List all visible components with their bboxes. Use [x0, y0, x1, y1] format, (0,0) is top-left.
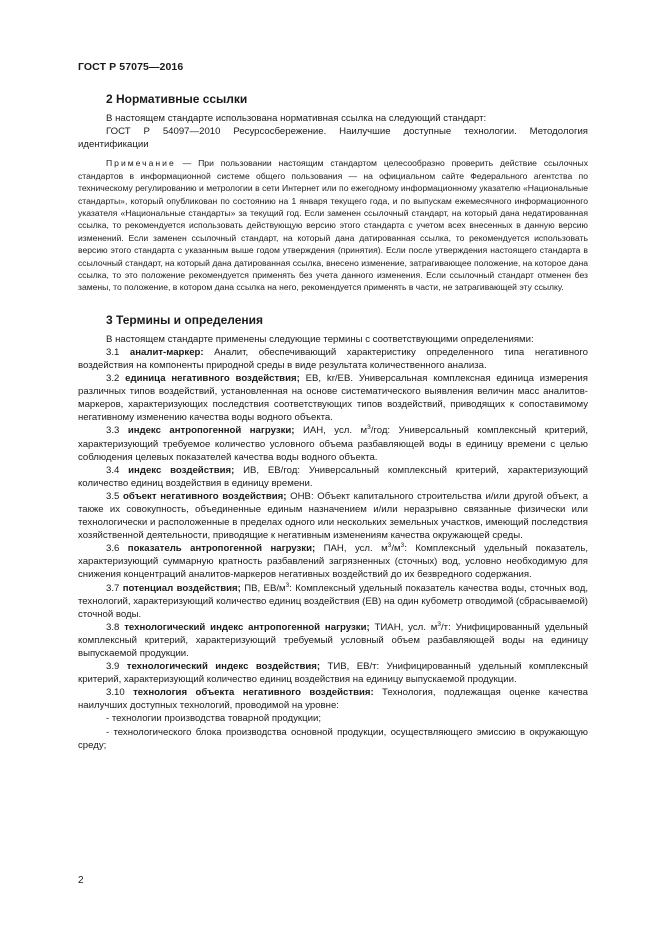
term-number: 3.5 [106, 490, 124, 502]
term-definition: ОНВ: Объект капитального строительства и/или другой объект, а также их совокупность, объединенные единым назначением и/или неразрывно связанные физически или технологически и расположенные в пределах одного или нескольких земельных участков, имеющий последствия хозяйственной деятельности, приводящие к негативным изменениям качества окружающей среды. [78, 490, 588, 542]
term-number: 3.2 [106, 373, 126, 385]
page-content [78, 91, 588, 752]
section-2-intro: В настоящем стандарте использована нормативная ссылка на следующий стандарт: [106, 113, 487, 124]
term-3-5 [78, 490, 588, 542]
term-3-10 [78, 686, 588, 712]
section-normative-references [78, 91, 588, 294]
term-3-9 [78, 660, 588, 686]
term-3-8 [78, 621, 588, 660]
term-definition-a: ИАН, усл. м [294, 425, 368, 437]
note-paragraph [78, 157, 588, 293]
term-definition: ТИВ, ЕВ/т: Унифицированный удельный комплексный критерий, характеризующий количество единиц воздействия на единицу выпускаемой продукции. [78, 661, 588, 686]
superscript: 3 [285, 581, 290, 589]
term-definition: Технология, подлежащая оценке качества наилучших доступных технологий, проводимой на уровне: [78, 687, 588, 712]
term-number: 3.10 [106, 687, 134, 699]
section-3-title: 3 Термины и определения [106, 312, 264, 327]
section-terms-definitions [78, 312, 588, 752]
term-name: технологический индекс воздействия; [126, 661, 321, 673]
term-name: показатель антропогенной нагрузки; [127, 543, 316, 555]
section-3-intro: В настоящем стандарте применены следующие термины с соответствующими определениями: [106, 333, 534, 345]
note-text: — При пользовании настоящим стандартом целесообразно проверить действие ссылочных стандартов в информационной системе общего пользования — на официальном сайте Федерального агентства по техническому регулированию и метрологии в сети Интернет или по ежегодному информационному указателю «Национальные стандарты», который опубликован по состоянию на 1 января текущего года, и по выпускам ежемесячного информационного указателя «Национальные стандарты» за текущий год. Если заменен ссылочный стандарт, на который дана недатированная ссылка, то рекомендуется использовать действующую версию этого стандарта с учетом всех внесенных в данную версию изменений. Если заменен ссылочный стандарт, на который дана датированная ссылка, то рекомендуется использовать версию этого стандарта с указанным выше годом утверждения (принятия). Если после утверждения настоящего стандарта в ссылочный стандарт, на который дана датированная ссылка, внесено изменение, затрагивающее положение, на которое дана ссылка, то это положение рекомендуется применять без учета данного изменения. Если ссылочный стандарт отменен без замены, то положение, в котором дана ссылка на него, рекомендуется применять в части, не затрагивающей эту ссылку. [78, 158, 588, 293]
term-3-4 [78, 464, 588, 490]
term-name: индекс антропогенной нагрузки; [127, 425, 295, 437]
term-definition-b: : Комплексный удельный показатель качества воды, сточных вод, технологий, характеризующий количество единиц воздействия (ЕВ) на один кубометр отводимой (сбрасываемой) сточной воды. [78, 582, 588, 620]
term-definition-a: ПВ, ЕВ/м [240, 582, 286, 594]
term-name: технология объекта негативного воздействия: [133, 687, 374, 699]
superscript: 3 [437, 620, 442, 628]
term-definition: Аналит, обеспечивающий характеристику определенного типа негативного воздействия на компоненты природной среды в виде результата количественного анализа. [78, 346, 588, 371]
term-number: 3.3 [106, 425, 128, 437]
term-definition-b: : Комплексный удельный показатель, характеризующий суммарную кратность разбавлений загрязненных (сточных) вод, условно необходимую для снижения концентраций аналитов-маркеров негативных воздействий до их безвредного содержания. [78, 543, 589, 581]
note-label: Примечание [106, 158, 176, 169]
term-number: 3.1 [106, 346, 130, 358]
term-number: 3.4 [106, 464, 129, 476]
term-number: 3.9 [106, 661, 127, 673]
term-number: 3.8 [106, 621, 125, 633]
section-2-title: 2 Нормативные ссылки [106, 92, 248, 106]
term-number: 3.6 [106, 543, 128, 555]
term-definition-a: ПАН, усл. м [315, 543, 388, 555]
term-3-3 [78, 424, 588, 463]
doc-header-code: ГОСТ Р 57075—2016 [78, 61, 184, 73]
term-3-6 [78, 542, 588, 581]
term-definition: ЕВ, kr/ЕВ. Универсальная комплексная единица измерения различных типов воздействий, установленная на основе систематического выявления величин масс аналитов-маркеров, характеризующих последствия соответствующих типов воздействий, приводящих к сопоставимому негативному изменению качества воды водного объекта. [78, 373, 588, 424]
term-3-1 [78, 346, 588, 372]
list-item: - технологического блока производства основной продукции, осуществляющего эмиссию в окружающую среду; [78, 726, 588, 751]
superscript: 3 [400, 542, 405, 550]
term-definition-a: ТИАН, усл. м [369, 621, 438, 633]
list-item: - технологии производства товарной продукции; [106, 713, 321, 725]
term-definition-b: /год: Универсальный комплексный критерий, характеризующий требуемое количество условного объема разбавляющей воды в единицу времени с целью соблюдения целевых показателей качества воды водного объекта. [78, 425, 588, 463]
term-name: потенциал воздействия; [122, 582, 241, 594]
term-definition: ИВ, ЕВ/год: Универсальный комплексный критерий, характеризующий количество единиц воздействия в единицу времени. [78, 464, 588, 489]
term-3-7 [78, 582, 588, 621]
reference-gost-54097: ГОСТ Р 54097—2010 Ресурсосбережение. Наилучшие доступные технологии. Методология идентификации [78, 126, 588, 151]
term-name: единица негативного воздействия; [125, 373, 300, 385]
page-number: 2 [78, 875, 84, 886]
term-definition-m: /м [391, 543, 401, 555]
term-name: объект негативного воздействия; [123, 490, 287, 502]
term-name: технологический индекс антропогенной нагрузки; [124, 621, 370, 633]
term-number: 3.7 [106, 582, 123, 594]
term-definition-b: /т: Унифицированный удельный комплексный критерий, характеризующий требуемый условный объем разбавляющей воды на единицу выпускаемой продукции. [78, 621, 588, 659]
superscript: 3 [387, 542, 392, 550]
term-name: аналит-маркер: [129, 346, 204, 358]
term-name: индекс воздействия; [128, 464, 235, 476]
term-3-2 [78, 372, 588, 424]
superscript: 3 [367, 424, 371, 432]
